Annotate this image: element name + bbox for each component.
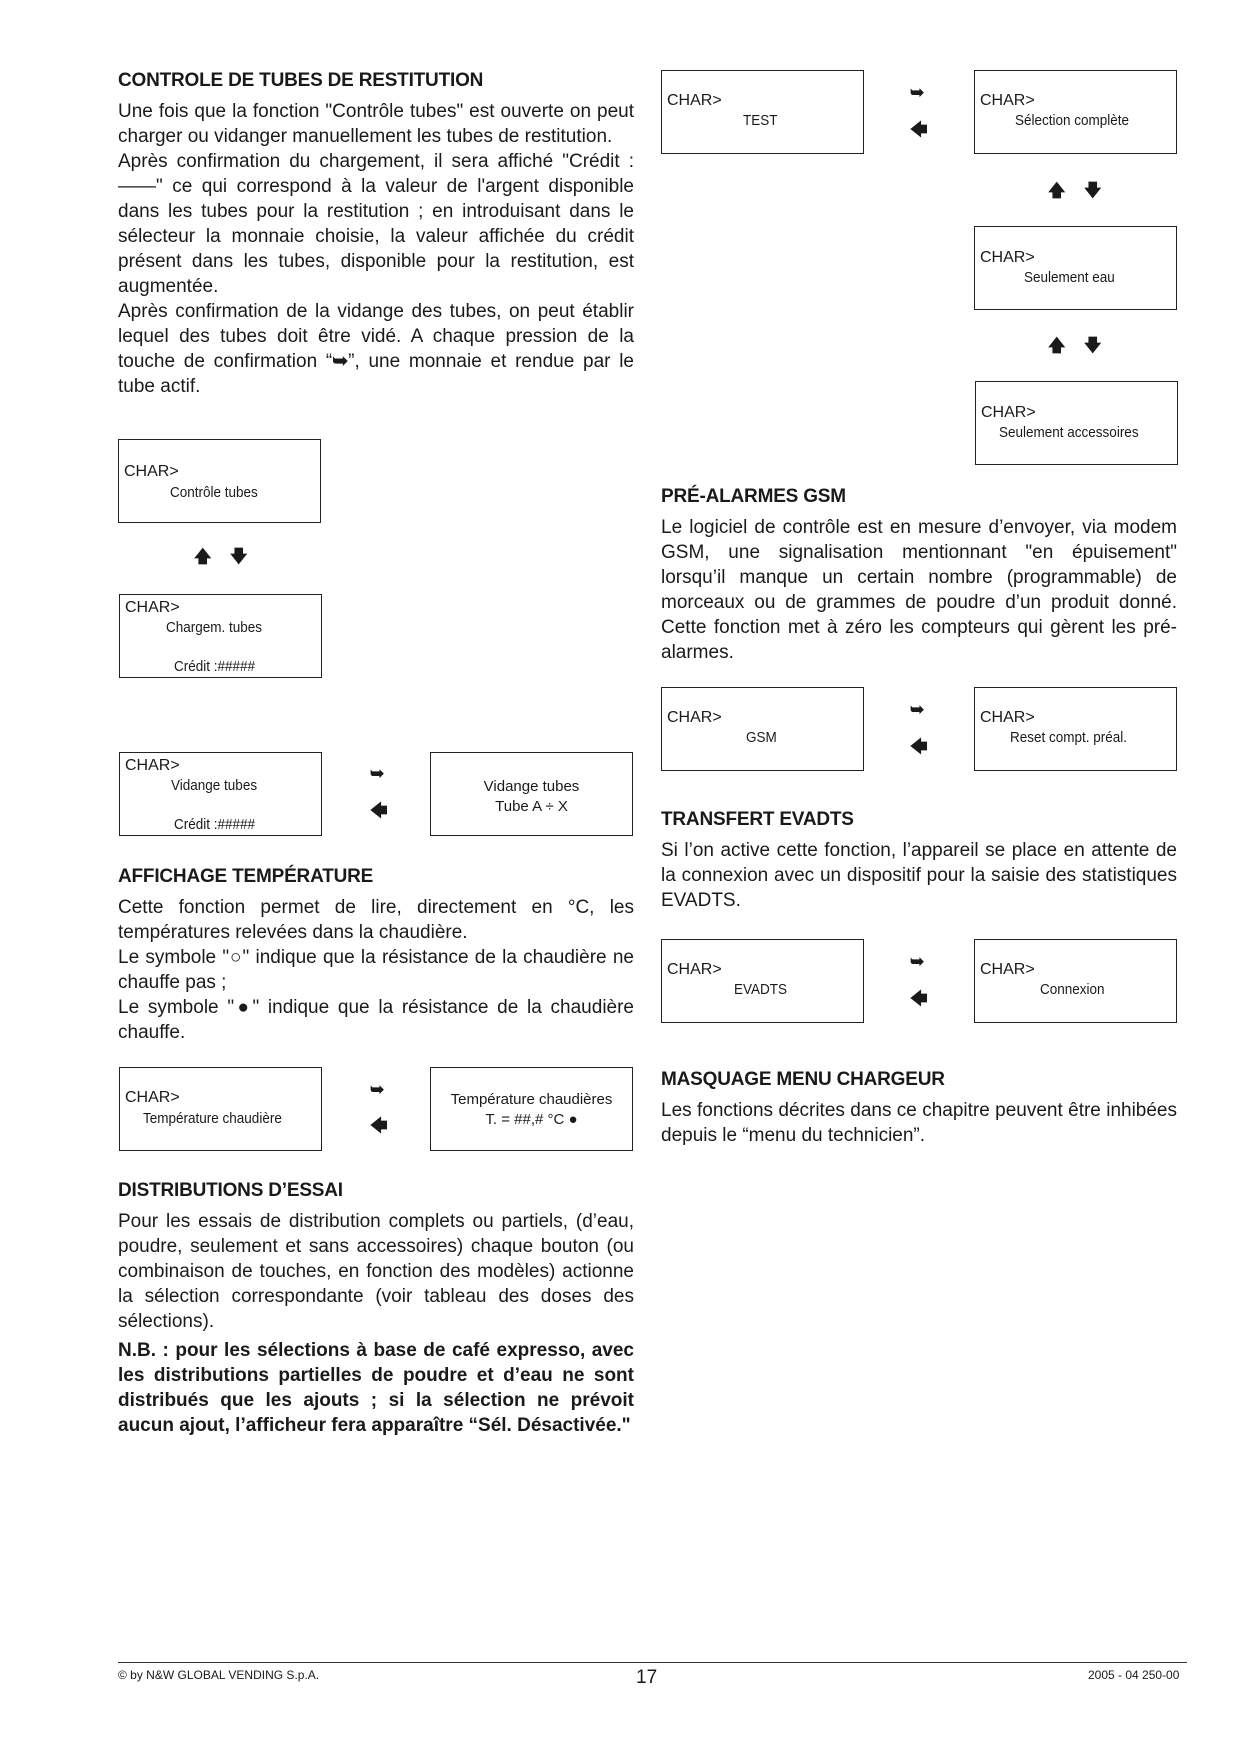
paragraph: Si l’on active cette fonction, l’appareil se place en attente de la connexion avec un dispositif pour la saisie des statistiques EVADTS.: [661, 840, 1177, 911]
display-line: T. = ##,# °C ●: [485, 1111, 578, 1128]
back-arrow-icon: 🡄: [370, 1116, 388, 1135]
display-line: CHAR>: [125, 599, 180, 616]
up-arrow-icon: 🡅: [1048, 336, 1066, 355]
display-line: Température chaudières: [450, 1091, 613, 1108]
display-line: CHAR>: [667, 92, 722, 109]
display-line: TEST: [743, 112, 778, 129]
display-line: Vidange tubes: [483, 778, 580, 795]
display-line: EVADTS: [734, 981, 788, 998]
display-seulement-accessoires: [975, 381, 1178, 465]
note-paragraph: N.B. : pour les sélections à base de café expresso, avec les distributions partielles de poudre et d’eau ne sont distribués que les ajouts ; si la sélection ne prévoit aucun ajout, l’afficheur fera apparaître “Sél. Désactivée.": [118, 1340, 634, 1436]
down-arrow-icon: 🡇: [1084, 181, 1102, 200]
paragraph: Après confirmation du chargement, il sera affiché "Crédit : ——" ce qui correspond à la valeur de l'argent disponible dans les tubes pour la restitution ; en introduisant dans le sélecteur la monnaie choisie, la valeur affichée du crédit présent dans les tubes, disponible pour la restitution, est augmentée.: [118, 151, 634, 297]
display-line: Contrôle tubes: [170, 484, 258, 501]
display-line: Crédit :#####: [174, 816, 256, 833]
heading-controle-tubes: CONTROLE DE TUBES DE RESTITUTION: [118, 70, 484, 91]
page-number: 17: [636, 1667, 658, 1688]
up-arrow-icon: 🡅: [194, 547, 212, 566]
affichage-temperature-text: [118, 895, 634, 1045]
heading-pre-alarmes-gsm: PRÉ-ALARMES GSM: [661, 486, 846, 507]
display-line: Température chaudière: [143, 1110, 282, 1127]
display-vidange-result: [430, 752, 633, 836]
confirm-arrow-icon: ➥: [910, 700, 925, 719]
display-line: Connexion: [1040, 981, 1105, 998]
paragraph: [118, 299, 634, 399]
back-arrow-icon: 🡄: [910, 737, 928, 756]
display-line: GSM: [746, 729, 777, 746]
display-temperature: [119, 1067, 322, 1151]
back-arrow-icon: 🡄: [910, 120, 928, 139]
confirm-arrow-icon: ➥: [370, 764, 385, 783]
back-arrow-icon: 🡄: [370, 801, 388, 820]
heading-masquage-menu: MASQUAGE MENU CHARGEUR: [661, 1069, 945, 1090]
heading-distributions-essai: DISTRIBUTIONS D’ESSAI: [118, 1180, 343, 1201]
display-line: CHAR>: [667, 961, 722, 978]
display-vidange-tubes: [119, 752, 322, 836]
display-line: Sélection complète: [1015, 112, 1130, 129]
up-arrow-icon: 🡅: [1048, 181, 1066, 200]
display-evadts: [661, 939, 864, 1023]
down-arrow-icon: 🡇: [230, 547, 248, 566]
display-line: CHAR>: [125, 757, 180, 774]
display-line: CHAR>: [980, 709, 1035, 726]
back-arrow-icon: 🡄: [910, 989, 928, 1008]
footer-rule: [118, 1662, 1187, 1663]
paragraph-part: ”, une monnaie et rendue par le tube actif.: [118, 351, 634, 397]
confirm-key-icon: ➥: [332, 351, 349, 372]
display-line: Chargem. tubes: [166, 619, 263, 636]
display-line: Reset compt. préal.: [1010, 729, 1128, 746]
footer-doc-ref: 2005 - 04 250-00: [1088, 1668, 1180, 1682]
heading-affichage-temperature: AFFICHAGE TEMPÉRATURE: [118, 866, 374, 887]
paragraph: Pour les essais de distribution complets ou partiels, (d’eau, poudre, seulement et sans accessoires) chaque bouton (ou combinaison de touches, en fonction des modèles) actionne la sélection correspondante (voir tableau des doses des sélections).: [118, 1211, 634, 1332]
display-line: CHAR>: [980, 92, 1035, 109]
display-gsm: [661, 687, 864, 771]
display-selection-complete: [974, 70, 1177, 154]
display-line: CHAR>: [125, 1089, 180, 1106]
heading-transfert-evadts: TRANSFERT EVADTS: [661, 809, 854, 830]
display-seulement-eau: [974, 226, 1177, 310]
display-line: CHAR>: [980, 249, 1035, 266]
paragraph: Une fois que la fonction "Contrôle tubes" est ouverte on peut charger ou vidanger manuellement les tubes de restitution.: [118, 101, 634, 147]
display-connexion: [974, 939, 1177, 1023]
confirm-arrow-icon: ➥: [910, 952, 925, 971]
display-line: Seulement eau: [1024, 269, 1115, 286]
paragraph: Le logiciel de contrôle est en mesure d’envoyer, via modem GSM, une signalisation mentionnant "en épuisement" lorsqu’il manque un certain nombre (programmable) de morceaux ou de grammes de poudre d’un produit donné. Cette fonction met à zéro les compteurs qui gèrent les pré-alarmes.: [661, 517, 1177, 663]
display-chargem-tubes: [119, 594, 322, 678]
display-line: Crédit :#####: [174, 658, 256, 675]
paragraph: Cette fonction permet de lire, directement en °C, les températures relevées dans la chaudière.: [118, 897, 634, 943]
display-reset-compteurs: [974, 687, 1177, 771]
display-temperature-result: [430, 1067, 633, 1151]
display-line: CHAR>: [981, 404, 1036, 421]
confirm-arrow-icon: ➥: [910, 83, 925, 102]
transfert-evadts-text: [661, 838, 1177, 913]
display-line: Seulement accessoires: [999, 424, 1139, 441]
display-line: Tube A ÷ X: [495, 798, 568, 815]
down-arrow-icon: 🡇: [1084, 336, 1102, 355]
display-test: [661, 70, 864, 154]
paragraph: Le symbole "○" indique que la résistance de la chaudière ne chauffe pas ;: [118, 947, 634, 993]
distributions-essai-text: [118, 1209, 634, 1438]
display-line: Vidange tubes: [171, 777, 258, 794]
pre-alarmes-text: [661, 515, 1177, 665]
display-controle-tubes: [118, 439, 321, 523]
display-line: CHAR>: [667, 709, 722, 726]
paragraph: Les fonctions décrites dans ce chapitre peuvent être inhibées depuis le “menu du technicien”.: [661, 1100, 1177, 1146]
masquage-menu-text: [661, 1098, 1177, 1148]
display-line: CHAR>: [980, 961, 1035, 978]
paragraph-part: Après confirmation de la vidange des tubes, on peut établir lequel des tubes doit être vidé. A chaque pression de la touche de confirmation “: [118, 301, 634, 372]
display-line: CHAR>: [124, 463, 179, 480]
paragraph: Le symbole "●" indique que la résistance de la chaudière chauffe.: [118, 997, 634, 1043]
confirm-arrow-icon: ➥: [370, 1080, 385, 1099]
footer-copyright: © by N&W GLOBAL VENDING S.p.A.: [118, 1668, 320, 1682]
controle-tubes-text: [118, 99, 634, 399]
